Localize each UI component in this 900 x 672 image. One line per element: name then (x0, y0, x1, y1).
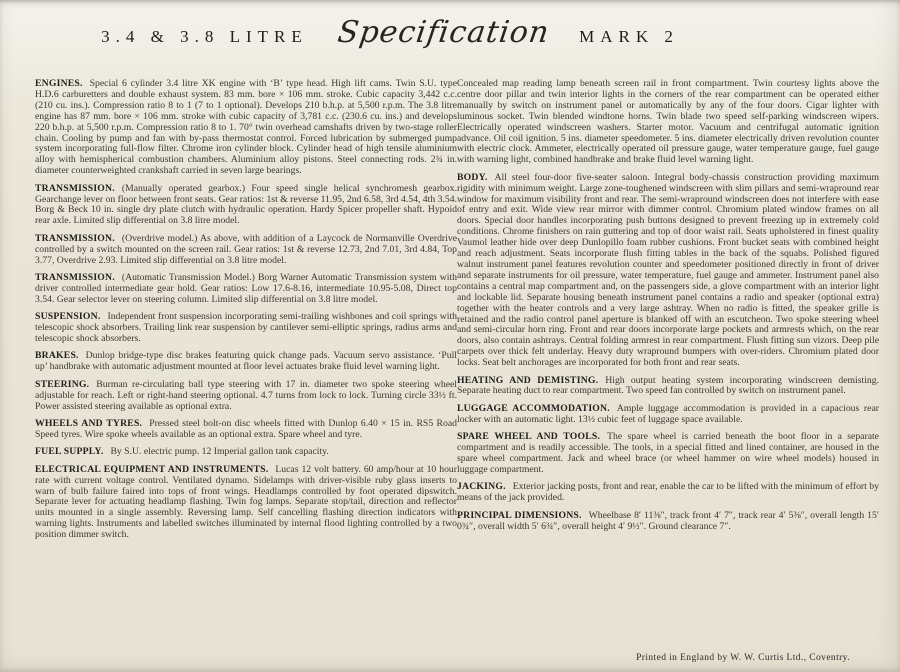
page-title (70, 15, 710, 50)
section-heading: HEATING AND DEMISTING. (457, 374, 599, 386)
section-heading: ENGINES. (35, 78, 83, 89)
section-transmission-overdrive (35, 234, 457, 267)
section-transmission-automatic (35, 273, 457, 306)
section-heading: TRANSMISSION. (35, 182, 115, 194)
title-specification-script: Specification (335, 15, 552, 50)
section-body: Wheelbase 8′ 11⅜″, track front 4′ 7″, track rear 4′ 5⅜″, overall length 15′ 0¾″, overall width 5′ 6¾″, overall height 4′ 9½″. Ground clearance 7″. (457, 509, 879, 532)
column-left (35, 79, 457, 548)
title-litre: 3.4 & 3.8 LITRE (101, 27, 308, 46)
printer-imprint: Printed in England by W. W. Curtis Ltd., Coventry. (636, 653, 850, 663)
section-body: The spare wheel is carried beneath the boot floor in a separate compartment and is readily accessible. The tools, in a special fitted and lined container, are housed in the spare wheel compartment. Jack and wheel brace (or wheel hammer on wire wheel models) housed in luggage compartment. (457, 431, 879, 475)
section-body: Concealed map reading lamp beneath screen rail in front compartment. Twin courtesy lights above the centre door pillar and twin interior lights in the corners of the rear compartment can be operated either manually by switch on instrument panel or automatically by any of the four doors. Cigar lighter with luminous socket. Twin blended windtone horns. Twin blade two speed self-parking windscreen wipers. Electrically operated windscreen washers. Starter motor. Vacuum and centrifugal automatic ignition advance. Oil coil ignition. 5 ins. diameter speedometer. 5 ins. diameter electrically driven revolution counter with electric clock. Ammeter, electrically operated oil pressure gauge, water temperature gauge, fuel gauge with warning light, combined handbrake and brake fluid level warning light. (457, 78, 879, 166)
section-heading: WHEELS AND TYRES. (35, 417, 143, 429)
section-brakes (35, 351, 457, 373)
section-luggage-accommodation (457, 404, 879, 426)
section-jacking (457, 482, 879, 504)
section-body: (Overdrive model.) As above, with addition of a Laycock de Normanville Overdrive controlled by a switch mounted on the screen rail. Gear ratios: 1st & reverse 12.73, 2nd 7.01, 3rd 4.84, Top 3.77, Overdrive 2.93. Limited slip differential on 3.8 litre model. (35, 232, 457, 266)
section-fuel-supply (35, 447, 457, 458)
section-heading: ELECTRICAL EQUIPMENT AND INSTRUMENTS. (35, 463, 269, 475)
column-right (457, 79, 879, 539)
section-body-coachwork (457, 173, 879, 369)
section-electrical-equipment (35, 465, 457, 541)
title-mark2: MARK 2 (579, 27, 679, 46)
section-heading: TRANSMISSION. (35, 272, 115, 283)
section-body: Special 6 cylinder 3.4 litre XK engine with ‘B’ type head. High lift cams. Twin S.U. type H.D.6 carburetters and double exhaust system. 83 mm. bore × 106 mm. stroke. Cubic capacity 3,442 c.c. (210 cu. ins.). Compression ratio 8 to 1 (7 to 1 optional). Develops 210 b.h.p. at 5,500 r.p.m. The 3.8 litre engine has 87 mm. bore × 106 mm. stroke with cubic capacity of 3,781 c.c. (230.6 cu. ins.) and develops 220 b.h.p. at 5,500 r.p.m. Compression ratio 8 to 1. 70° twin overhead camshafts driven by two-stage roller chain. Cooling by pump and fan with by-pass thermostat control. Forced lubrication by submerged pump system incorporating full-flow filter. Chrome iron cylinder block. Cylinder head of high tensile aluminium alloy with hemispherical combustion chambers. Aluminium alloy pistons. Steel connecting rods. 2¾ in. diameter counterweighted crankshaft carried in seven large bearings. (35, 78, 457, 177)
section-heading: SUSPENSION. (35, 311, 101, 323)
section-body: Ample luggage accommodation is provided in a capacious rear locker with an automatic light. 13½ cubic feet of luggage space available. (457, 402, 879, 425)
section-body: High output heating system incorporating windscreen demisting. Separate heating duct to rear compartment. Two speed fan controlled by switch on instrument panel. (457, 374, 879, 397)
section-suspension (35, 312, 457, 345)
section-spare-wheel-tools (457, 432, 879, 476)
section-heating-demisting (457, 376, 879, 398)
section-principal-dimensions (457, 511, 879, 533)
section-heading: LUGGAGE ACCOMMODATION. (457, 402, 610, 414)
section-body: Lucas 12 volt battery. 60 amp/hour at 10 hour rate with current voltage control. Ventilated dynamo. Sidelamps with driver-visible ruby glass inserts to warn of bulb failure faired into tops of front wings. Headlamps controlled by foot operated dipswitch. Separate lever for actuating headlamp flashing. Twin fog lamps. Separate stop/tail, direction and reflector units mounted in a single assembly. Reversing lamp. Self cancelling flashing direction indicators with warning lights. Instruments and labelled switches illuminated by internal flood lighting controlled by a two position dimmer switch. (35, 463, 457, 541)
section-steering (35, 380, 457, 413)
section-body: Pressed steel bolt-on disc wheels fitted with Dunlop 6.40 × 15 in. RS5 Road Speed tyres. Wire spoke wheels available as an optional extra. Spare wheel and tyre. (35, 417, 457, 440)
section-electrical-continued (457, 79, 879, 166)
section-transmission-manual (35, 184, 457, 228)
section-heading: JACKING. (457, 481, 506, 493)
section-heading: PRINCIPAL DIMENSIONS. (457, 509, 582, 521)
section-heading: STEERING. (35, 378, 90, 390)
section-heading: BODY. (457, 171, 488, 183)
section-body: (Manually operated gearbox.) Four speed single helical synchromesh gearbox. Gearchange lever on floor between front seats. Gear ratios: 1st & reverse 11.95, 2nd 6.58, 3rd 4.54, 4th 3.54. Borg & Beck 10 in. single dry plate clutch with hydraulic operation. Hardy Spicer propeller shaft. Hypoid rear axle. Limited slip differential on 3.8 litre model. (35, 182, 457, 227)
section-heading: SPARE WHEEL AND TOOLS. (457, 431, 601, 443)
section-wheels-and-tyres (35, 419, 457, 441)
section-body: All steel four-door five-seater saloon. Integral body-chassis construction providing maximum rigidity with minimum weight. Large zone-toughened windscreen with slim pillars and semi-wrapround rear window for maximum visibility front and rear. The semi-wrapround windscreen does not interfere with ease of entry and exit. Wide view rear mirror with dimmer control. Chromium plated window frames on all doors. Special door handles incorporating push buttons designed to prevent freezing up in extremely cold conditions. Chrome finishers on rain guttering and top of door waist rail. Seats upholstered in finest quality Vaumol leather hide over deep Dunlopillo foam rubber cushions. Front bucket seats with combined height and reach adjustment. Seats incorporate flush fitting tables in the back of the squabs. Polished figured walnut instrument panel features revolution counter and speedometer positioned directly in front of driver and separate instruments for oil pressure, water temperature, fuel gauge and ammeter. Instrument panel also contains a central map compartment and, on the passengers side, a glove compartment with an interior light and lockable lid. Separate housing beneath instrument panel contains a radio and speaker (optional extra) together with the heater controls and a very large ashtray. When no radio is fitted, the speaker grille is retained and the radio control panel aperture is blanked off with an escutcheon. Two spoke steering wheel and semi-circular horn ring. Front and rear doors incorporate large pockets and armrests which, on the rear doors, also contain ashtrays. Central folding armrest in rear compartment. Flush fitting sun vizors. Deep pile carpets over thick felt underlay. Heavy duty wrapround bumpers with over-riders. Chromium plated door locks. Seat belt anchorages are incorporated for both front and rear seats. (457, 171, 879, 369)
section-heading: TRANSMISSION. (35, 232, 115, 244)
section-body: By S.U. electric pump. 12 Imperial gallon tank capacity. (110, 446, 329, 458)
section-heading: FUEL SUPPLY. (35, 446, 104, 458)
section-body: Exterior jacking posts, front and rear, enable the car to be lifted with the minimum of effort by means of the jack provided. (457, 481, 879, 504)
section-body: Burman re-circulating ball type steering with 17 in. diameter two spoke steering wheel adjustable for reach. Left or right-hand steering optional. 4.7 turns from lock to lock. Turning circle 33½ ft. Power assisted steering available as optional extra. (35, 378, 457, 412)
section-engines (35, 79, 457, 177)
section-body: Independent front suspension incorporating semi-trailing wishbones and coil springs with telescopic shock absorbers. Trailing link rear suspension by cantilever semi-elliptic springs, radius arms and telescopic shock absorbers. (35, 311, 457, 345)
section-heading: BRAKES. (35, 350, 79, 362)
section-body: Dunlop bridge-type disc brakes featuring quick change pads. Vacuum servo assistance. ‘Pull up’ handbrake with automatic adjustment mounted at floor level actuates brake fluid level warning light. (35, 350, 457, 373)
section-body: (Automatic Transmission Model.) Borg Warner Automatic Transmission system with driver controlled intermediate gear hold. Gear ratios: Low 17.6-8.16, intermediate 10.95-5.08, Direct top 3.54. Gear selector lever on steering column. Limited slip differential on 3.8 litre model. (35, 272, 457, 305)
